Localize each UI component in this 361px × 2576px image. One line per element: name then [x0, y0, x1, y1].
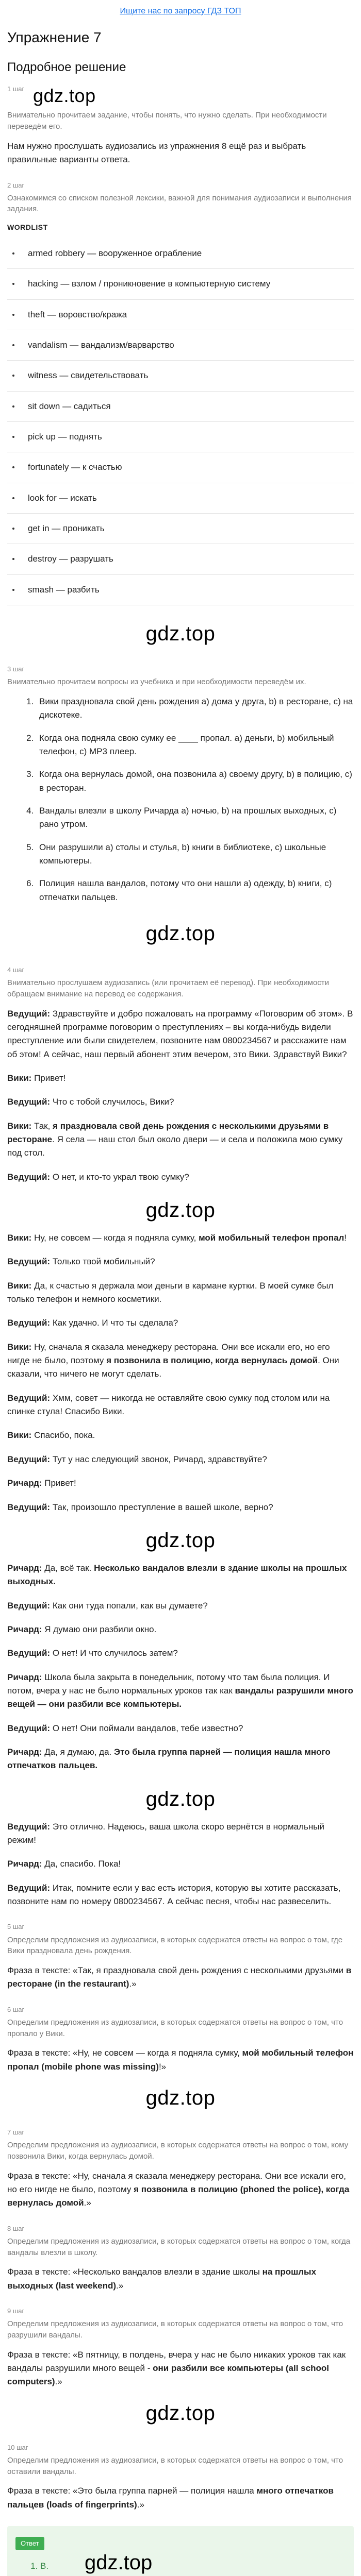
wordlist-title: WORDLIST: [7, 223, 48, 232]
answer-box: [7, 2526, 354, 2576]
speaker-name: Ведущий:: [7, 1318, 51, 1328]
speaker-name: Ричард:: [7, 1672, 42, 1682]
step-3-label: 3 шаг: [7, 665, 25, 673]
speaker-name: Вики:: [7, 1121, 32, 1131]
dialogue-text: Да, всё так.: [42, 1563, 94, 1573]
watermark: gdz.top: [145, 922, 216, 945]
step-1-label: 1 шаг: [7, 85, 25, 93]
speaker-name: Ведущий:: [7, 1821, 51, 1832]
step-2-desc: Ознакомимся со списком полезной лексики, важной для понимания аудиозаписи и выполнения задания.: [7, 193, 352, 214]
step-9-desc: Определим предложения из аудиозаписи, в которых содержатся ответы на вопрос о том, что разрушили вандалы.: [7, 2319, 343, 2340]
dialogue-text: Только твой мобильный?: [50, 1257, 155, 1267]
watermark: gdz.top: [145, 2087, 216, 2110]
wordlist-text: get in — проникать: [28, 523, 105, 533]
dialogue-text: Ну, не совсем — когда я подняла сумку,: [31, 1233, 199, 1243]
speaker-name: Вики:: [7, 1233, 32, 1243]
dialogue-text: Так, произошло преступление в вашей школе, верно?: [50, 1502, 273, 1512]
wordlist-text: witness — свидетельствовать: [28, 370, 149, 381]
dialogue-line: [7, 1316, 354, 1330]
answer-badge: Ответ: [15, 2537, 44, 2550]
wordlist-text: vandalism — вандализм/варварство: [28, 340, 174, 350]
dialogue-line: [7, 1279, 354, 1307]
question-list: [7, 695, 354, 904]
dialogue-highlight: мой мобильный телефон пропал: [199, 1233, 344, 1243]
dialogue-line: [7, 1647, 354, 1660]
bullet-icon: [12, 589, 14, 591]
dialogue-text: Хмм, совет — никогда не оставляйте свою сумку под столом или на спинке стула! Спасибо Вики.: [7, 1393, 330, 1417]
step-6-desc: Определим предложения из аудиозаписи, в которых содержатся ответы на вопрос о том, что пропало у Вики.: [7, 2018, 343, 2038]
dialogue-line: [7, 1882, 354, 1909]
speaker-name: Ричард:: [7, 1624, 42, 1634]
answer-item: 1. B.: [40, 2560, 346, 2573]
dialogue-line: [7, 1722, 354, 1735]
wordlist-item: [7, 575, 354, 605]
speaker-name: Ричард:: [7, 1478, 42, 1488]
step-7-desc: Определим предложения из аудиозаписи, в которых содержатся ответы на вопрос о том, кому позвонила Вики, когда вернулась домой.: [7, 2141, 349, 2161]
wordlist-item: [7, 330, 354, 361]
step-6-text: Фраза в тексте: «Ну, не совсем — когда я подняла сумку, мой мобильный телефон пропал (mobile phone was missing)!»: [7, 2048, 354, 2072]
step-5-text: Фраза в тексте: «Так, я праздновала свой день рождения с несколькими друзьями в ресторане (in the restaurant).»: [7, 1965, 352, 1989]
dialogue-text: !: [344, 1233, 347, 1243]
dialogue-text: . Они сказали, что ничего не могут сделать.: [7, 1355, 339, 1379]
step-4-desc: Внимательно прослушаем аудиозапись (или прочитаем её перевод). При необходимости обращаем внимание на перевод ее содержания.: [7, 978, 330, 998]
bullet-icon: [12, 497, 14, 499]
dialogue-line: [7, 1095, 354, 1109]
bullet-icon: [12, 283, 14, 285]
dialogue-text: О нет, и кто-то украл твою сумку?: [50, 1172, 189, 1182]
dialogue-highlight: Несколько вандалов влезли в здание школы на прошлых выходных.: [7, 1563, 347, 1587]
dialogue-text: О нет! И что случилось затем?: [50, 1648, 178, 1658]
step-8-label: 8 шаг: [7, 2224, 25, 2232]
step-10-desc: Определим предложения из аудиозаписи, в которых содержатся ответы на вопрос о том, что оставили вандалы.: [7, 2455, 343, 2476]
dialogue-highlight: я позвонила в полицию, когда вернулась домой: [106, 1355, 318, 1366]
bullet-icon: [12, 528, 14, 530]
wordlist-item: [7, 239, 354, 269]
dialogue-text: О нет! Они поймали вандалов, тебе известно?: [50, 1723, 243, 1733]
speaker-name: Ведущий:: [7, 1883, 51, 1893]
wordlist: [7, 239, 354, 605]
dialogue-text: Что с тобой случилось, Вики?: [50, 1097, 174, 1107]
wordlist-item: [7, 300, 354, 330]
dialogue-text: Привет!: [31, 1073, 66, 1083]
bullet-icon: [12, 314, 14, 316]
dialogue-line: [7, 1501, 354, 1514]
dialogue-text: Как удачно. И что ты сделала?: [50, 1318, 178, 1328]
speaker-name: Вики:: [7, 1280, 32, 1291]
dialogue-text: Как они туда попали, как вы думаете?: [50, 1600, 208, 1611]
speaker-name: Ведущий:: [7, 1257, 51, 1267]
speaker-name: Ричард:: [7, 1859, 42, 1869]
dialogue-highlight: вандалы разрушили много вещей — они разбили все компьютеры.: [7, 1685, 353, 1709]
dialogue-line: [7, 1562, 354, 1589]
dialogue-text: Тут у нас следующий звонок, Ричард, здравствуйте?: [50, 1454, 267, 1464]
wordlist-text: hacking — взлом / проникновение в компьютерную систему: [28, 279, 271, 289]
watermark: gdz.top: [145, 622, 216, 645]
watermark: gdz.top: [145, 1199, 216, 1222]
bullet-icon: [12, 436, 14, 438]
question-item: 4. Вандалы влезли в школу Ричарда а) ночью, b) на прошлых выходных, c) рано утром.: [36, 804, 354, 832]
step-5-desc: Определим предложения из аудиозаписи, в которых содержатся ответы на вопрос о том, где Вики праздновала день рождения.: [7, 1935, 343, 1956]
dialogue-line: [7, 1820, 354, 1848]
speaker-name: Ведущий:: [7, 1393, 51, 1403]
page-title: Упражнение 7: [7, 29, 102, 45]
answer-list: [15, 2560, 346, 2576]
dialogue-text: Так,: [31, 1121, 53, 1131]
wordlist-text: armed robbery — вооруженное ограбление: [28, 248, 202, 258]
step-8-desc: Определим предложения из аудиозаписи, в которых содержатся ответы на вопрос о том, когда вандалы влезли в школу.: [7, 2236, 351, 2257]
wordlist-text: fortunately — к счастью: [28, 462, 122, 472]
dialogue-text: Школа была закрыта в понедельник, потому что там была полиция. И потом, вчера у нас не было нормальных уроков так как: [7, 1672, 330, 1696]
dialogue-line: [7, 1671, 354, 1711]
dialogue-line: [7, 1120, 354, 1160]
dialogue-text: Да, к счастью я держала мои деньги в кармане куртки. В моей сумке был только телефон и немного косметики.: [7, 1280, 334, 1304]
step-6-label: 6 шаг: [7, 2005, 25, 2013]
dialogue-line: [7, 1392, 354, 1419]
speaker-name: Ведущий:: [7, 1648, 51, 1658]
wordlist-text: look for — искать: [28, 493, 97, 503]
dialogue-line: [7, 1007, 354, 1061]
dialogue-text: Спасибо, пока.: [31, 1430, 95, 1440]
step-2-label: 2 шаг: [7, 181, 25, 189]
bullet-icon: [12, 466, 14, 468]
dialogue-text: Я думаю они разбили окно.: [42, 1624, 157, 1634]
dialogue-highlight: Это была группа парней — полиция нашла много отпечатков пальцев.: [7, 1747, 331, 1771]
speaker-name: Вики:: [7, 1073, 32, 1083]
dialogue-text: Ну, сначала я сказала менеджеру ресторана. Они все искали его, но его нигде не было, поэтому: [7, 1342, 330, 1366]
dialogue-line: [7, 1072, 354, 1085]
speaker-name: Ведущий:: [7, 1600, 51, 1611]
step-4-label: 4 шаг: [7, 965, 25, 974]
dialogue-text: . Я села — наш стол был около двери — и села и положила мою сумку под стол.: [7, 1134, 343, 1158]
step-7-label: 7 шаг: [7, 2128, 25, 2137]
dialogue-line: [7, 1341, 354, 1381]
dialogue-line: [7, 1623, 354, 1636]
question-item: 1. Вики праздновала свой день рождения а) дома у друга, b) в ресторане, c) на дискотеке.: [36, 695, 354, 722]
step-1-text: Нам нужно прослушать аудиозапись из упражнения 8 ещё раз и выбрать правильные варианты ответа.: [7, 141, 306, 165]
watermark: gdz.top: [33, 84, 96, 106]
question-item: 2. Когда она подняла свою сумку ее ____ пропал. а) деньги, b) мобильный телефон, c) MP3 плеер.: [36, 732, 354, 759]
dialogue-text: Это отлично. Надеюсь, ваша школа скоро вернётся в нормальный режим!: [7, 1821, 324, 1845]
page-subtitle: Подробное решение: [7, 60, 126, 75]
top-banner-link[interactable]: Ищите нас по запросу ГДЗ ТОП: [120, 7, 241, 15]
dialogue-text: Итак, помните если у вас есть история, которую вы хотите рассказать, позвоните нам по номеру 0800234567. А сейчас песня, чтобы нас развеселить.: [7, 1883, 341, 1907]
speaker-name: Ведущий:: [7, 1723, 51, 1733]
speaker-name: Вики:: [7, 1430, 32, 1440]
main-content: [0, 26, 361, 2576]
speaker-name: Ведущий:: [7, 1454, 51, 1464]
dialogue-line: [7, 1599, 354, 1613]
dialogue-line: [7, 1857, 354, 1871]
dialogue-line: [7, 1231, 354, 1245]
watermark: gdz.top: [85, 2551, 153, 2574]
dialogue-line: [7, 1453, 354, 1466]
dialogue: [7, 1007, 354, 1909]
wordlist-text: destroy — разрушать: [28, 554, 113, 564]
wordlist-item: [7, 483, 354, 514]
wordlist-text: sit down — садиться: [28, 401, 111, 411]
step-5-label: 5 шаг: [7, 1923, 25, 1931]
dialogue-text: Здравствуйте и добро пожаловать на программу «Поговорим об этом». В сегодняшней программе поговорим о преступлениях – вы когда-нибудь видели преступление или были свидетелем, позвоните нам 0800234567 и расскажите нам об этом! А сейчас, наш первый абонент этим вечером, это Вики. Здравствуй Вики?: [7, 1008, 353, 1059]
watermark: gdz.top: [145, 1529, 216, 1552]
speaker-name: Вики:: [7, 1342, 32, 1352]
bullet-icon: [12, 405, 14, 408]
wordlist-item: [7, 514, 354, 544]
wordlist-item: [7, 361, 354, 391]
wordlist-item: [7, 392, 354, 422]
dialogue-highlight: я праздновала свой день рождения с несколькими друзьями в ресторане: [7, 1121, 329, 1145]
speaker-name: Ричард:: [7, 1747, 42, 1757]
bullet-icon: [12, 375, 14, 377]
dialogue-line: [7, 1255, 354, 1268]
question-item: 5. Они разрушили а) столы и стулья, b) книги в библиотеке, c) школьные компьютеры.: [36, 841, 354, 868]
bullet-icon: [12, 558, 14, 560]
dialogue-text: Да, спасибо. Пока!: [42, 1859, 121, 1869]
wordlist-text: pick up — поднять: [28, 431, 102, 442]
speaker-name: Ричард:: [7, 1563, 42, 1573]
wordlist-item: [7, 422, 354, 452]
speaker-name: Ведущий:: [7, 1172, 51, 1182]
dialogue-line: [7, 1171, 354, 1184]
step-9-text: Фраза в тексте: «В пятницу, в полдень, вчера у нас не было никаких уроков так как вандалы разрушили много вещей - они разбили все компьютеры (all school computers).»: [7, 2349, 346, 2387]
step-9-label: 9 шаг: [7, 2307, 25, 2315]
wordlist-text: smash — разбить: [28, 584, 100, 595]
step-10-text: Фраза в тексте: «Это была группа парней — полиция нашла много отпечатков пальцев (loads of fingerprints).»: [7, 2486, 334, 2510]
dialogue-line: [7, 1477, 354, 1490]
wordlist-text: theft — воровство/кража: [28, 309, 127, 319]
watermark: gdz.top: [145, 1787, 216, 1810]
watermark: gdz.top: [145, 2401, 216, 2425]
question-item: 3. Когда она вернулась домой, она позвонила а) своему другу, b) в полицию, c) в ресторан.: [36, 768, 354, 795]
wordlist-item: [7, 544, 354, 574]
wordlist-item: [7, 452, 354, 483]
step-1-desc: Внимательно прочитаем задание, чтобы понять, что нужно сделать. При необходимости переведём его.: [7, 111, 327, 131]
step-7-text: Фраза в тексте: «Ну, сначала я сказала менеджеру ресторана. Они все искали его, но его нигде не было, поэтому я позвонила в полицию (phoned the police), когда вернулась домой.»: [7, 2171, 350, 2208]
speaker-name: Ведущий:: [7, 1502, 51, 1512]
dialogue-line: [7, 1429, 354, 1442]
speaker-name: Ведущий:: [7, 1097, 51, 1107]
dialogue-text: Да, я думаю, да.: [42, 1747, 114, 1757]
speaker-name: Ведущий:: [7, 1008, 51, 1019]
step-10-label: 10 шаг: [7, 2443, 28, 2451]
wordlist-item: [7, 269, 354, 299]
bullet-icon: [12, 344, 14, 346]
step-8-text: Фраза в тексте: «Несколько вандалов влезли в здание школы на прошлых выходных (last weekend).»: [7, 2267, 317, 2291]
bullet-icon: [12, 252, 14, 255]
dialogue-text: Привет!: [42, 1478, 76, 1488]
step-3-desc: Внимательно прочитаем вопросы из учебника и при необходимости переведём их.: [7, 677, 306, 687]
question-item: 6. Полиция нашла вандалов, потому что они нашли а) одежду, b) книги, c) отпечатки пальцев.: [36, 877, 354, 904]
dialogue-line: [7, 1745, 354, 1773]
